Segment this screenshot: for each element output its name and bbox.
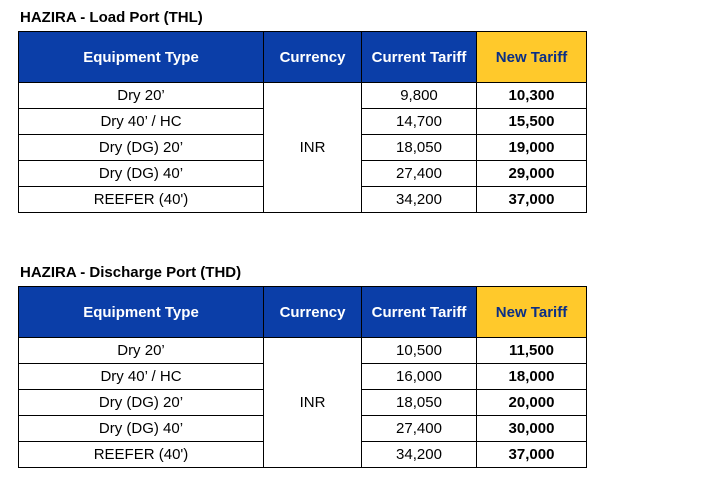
currency-header: Currency (264, 287, 362, 338)
table-header-row (19, 287, 587, 338)
current-tariff-header: Current Tariff (362, 32, 477, 83)
equipment-type-cell: Dry 40’ / HC (19, 109, 264, 135)
new-tariff-header: New Tariff (477, 287, 587, 338)
currency-cell: INR (264, 338, 362, 468)
table-row (19, 338, 587, 364)
new-tariff-cell: 18,000 (477, 364, 587, 390)
currency-cell: INR (264, 83, 362, 213)
equipment-type-header: Equipment Type (19, 287, 264, 338)
equipment-type-cell: REEFER (40') (19, 442, 264, 468)
new-tariff-cell: 10,300 (477, 83, 587, 109)
section-title: HAZIRA - Discharge Port (THD) (20, 264, 242, 281)
new-tariff-header: New Tariff (477, 32, 587, 83)
equipment-type-cell: Dry (DG) 20’ (19, 135, 264, 161)
current-tariff-cell: 34,200 (362, 442, 477, 468)
current-tariff-cell: 34,200 (362, 187, 477, 213)
current-tariff-cell: 18,050 (362, 390, 477, 416)
new-tariff-cell: 37,000 (477, 442, 587, 468)
section-title: HAZIRA - Load Port (THL) (20, 9, 203, 26)
equipment-type-cell: Dry (DG) 40’ (19, 416, 264, 442)
equipment-type-cell: Dry 40’ / HC (19, 364, 264, 390)
current-tariff-cell: 27,400 (362, 416, 477, 442)
tariff-table (18, 286, 587, 468)
discharge-port-section (18, 262, 587, 468)
equipment-type-cell: Dry (DG) 20’ (19, 390, 264, 416)
equipment-type-cell: Dry 20’ (19, 338, 264, 364)
new-tariff-cell: 11,500 (477, 338, 587, 364)
new-tariff-cell: 37,000 (477, 187, 587, 213)
current-tariff-header: Current Tariff (362, 287, 477, 338)
table-row (19, 83, 587, 109)
equipment-type-cell: REEFER (40') (19, 187, 264, 213)
new-tariff-cell: 30,000 (477, 416, 587, 442)
new-tariff-cell: 15,500 (477, 109, 587, 135)
current-tariff-cell: 9,800 (362, 83, 477, 109)
new-tariff-cell: 29,000 (477, 161, 587, 187)
current-tariff-cell: 10,500 (362, 338, 477, 364)
currency-header: Currency (264, 32, 362, 83)
current-tariff-cell: 16,000 (362, 364, 477, 390)
load-port-section (18, 7, 587, 213)
equipment-type-header: Equipment Type (19, 32, 264, 83)
equipment-type-cell: Dry (DG) 40’ (19, 161, 264, 187)
current-tariff-cell: 27,400 (362, 161, 477, 187)
current-tariff-cell: 14,700 (362, 109, 477, 135)
table-header-row (19, 32, 587, 83)
new-tariff-cell: 20,000 (477, 390, 587, 416)
new-tariff-cell: 19,000 (477, 135, 587, 161)
current-tariff-cell: 18,050 (362, 135, 477, 161)
equipment-type-cell: Dry 20’ (19, 83, 264, 109)
tariff-table (18, 31, 587, 213)
